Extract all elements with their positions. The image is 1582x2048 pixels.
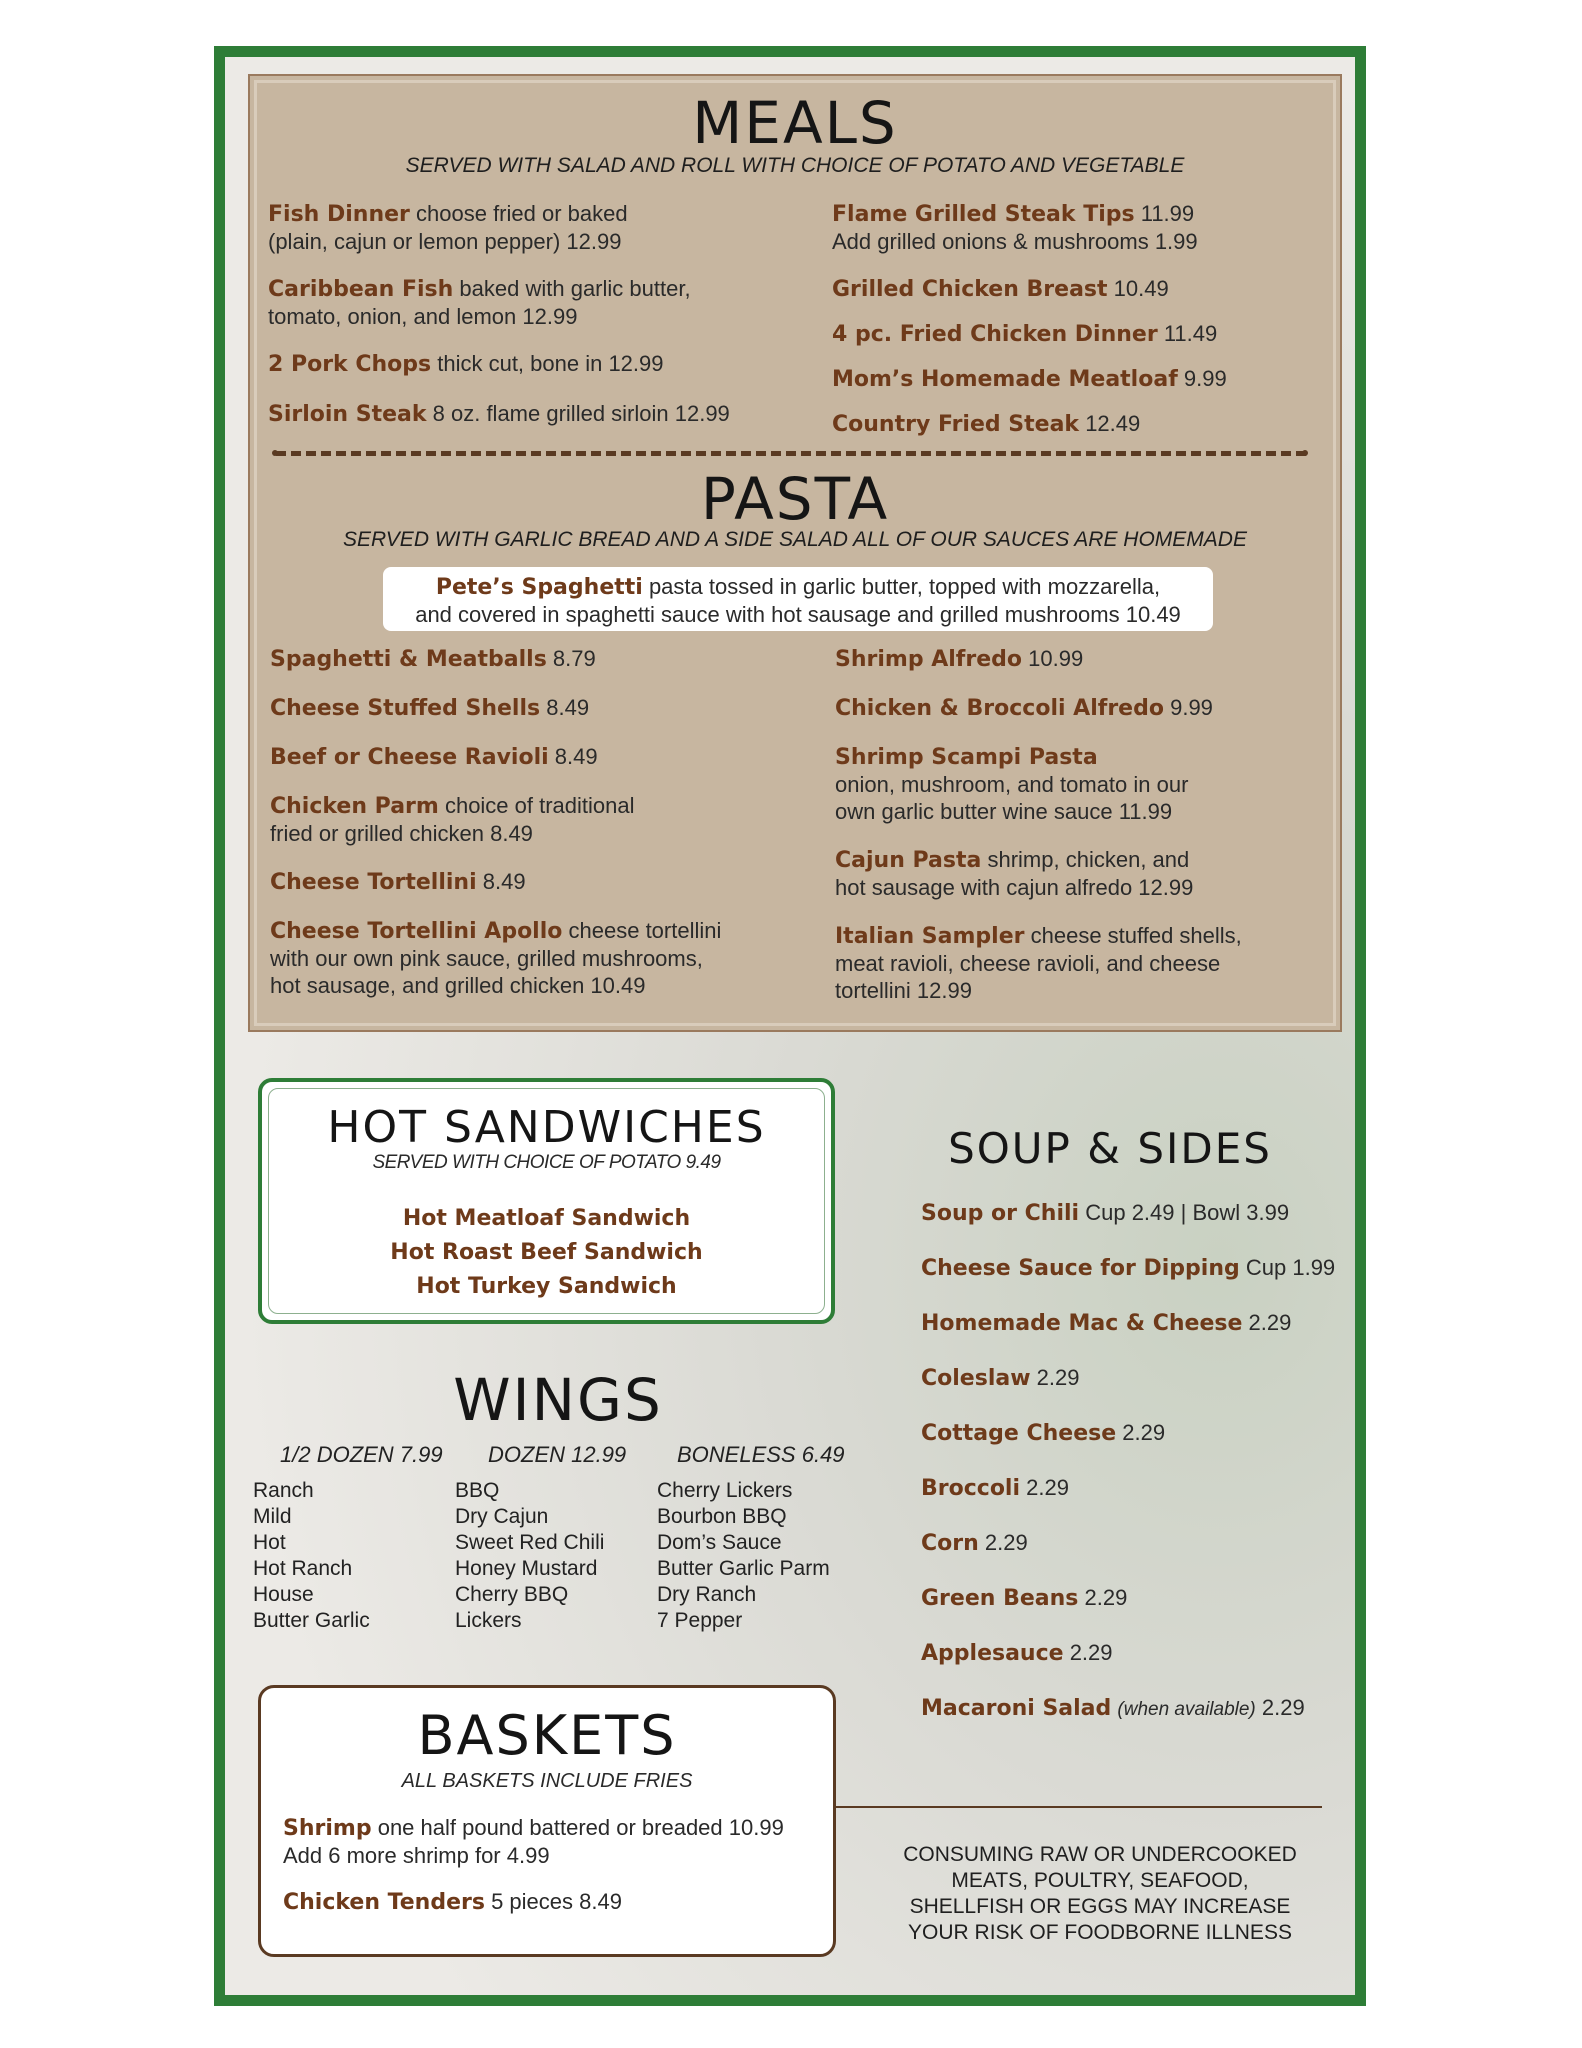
- meals-title: MEALS: [692, 89, 898, 157]
- menu-item: Cheese Tortellini Apollo cheese tortellini with our own pink sauce, grilled mushrooms, hot sausage, and grilled chicken 10.49: [270, 918, 722, 998]
- list-item: Green Beans 2.29: [921, 1585, 1128, 1611]
- list-item: Soup or Chili Cup 2.49 | Bowl 3.99: [921, 1200, 1290, 1226]
- menu-item: Beef or Cheese Ravioli 8.49: [270, 744, 598, 770]
- menu-item: Chicken Tenders 5 pieces 8.49: [283, 1889, 622, 1915]
- list-item: Corn 2.29: [921, 1530, 1028, 1556]
- list-item: Mild: [253, 1505, 292, 1528]
- menu-item: Flame Grilled Steak Tips 11.99 Add grilled onions & mushrooms 1.99: [832, 201, 1198, 254]
- soup-sides-list: [921, 1200, 1335, 1750]
- meals-subtitle: SERVED WITH SALAD AND ROLL WITH CHOICE OF POTATO AND VEGETABLE: [405, 154, 1185, 177]
- meals-left-column: [268, 200, 828, 428]
- list-item: Applesauce 2.29: [921, 1640, 1113, 1666]
- menu-item: Caribbean Fish baked with garlic butter, tomato, onion, and lemon 12.99: [268, 276, 691, 329]
- list-item: Dry Cajun: [455, 1505, 549, 1528]
- list-item: Dry Ranch: [657, 1583, 757, 1606]
- menu-item: Spaghetti & Meatballs 8.79: [270, 646, 596, 672]
- hot-sandwiches-box: [258, 1078, 835, 1324]
- menu-item: Italian Sampler cheese stuffed shells, meat ravioli, cheese ravioli, and cheese tortellini 12.99: [835, 923, 1242, 1003]
- list-item: Homemade Mac & Cheese 2.29: [921, 1310, 1292, 1336]
- list-item: Cottage Cheese 2.29: [921, 1420, 1166, 1446]
- meals-right-column: [832, 200, 1322, 438]
- wings-flavors-column-1: [253, 1478, 370, 1634]
- hot-sandwiches-list: [262, 1202, 831, 1304]
- featured-item: Pete’s Spaghetti pasta tossed in garlic butter, topped with mozzarella, and covered in spaghetti sauce with hot sausage and grilled mushrooms 10.49: [383, 567, 1213, 631]
- list-item: Macaroni Salad (when available) 2.29: [921, 1695, 1305, 1721]
- food-safety-warning: CONSUMING RAW OR UNDERCOOKED MEATS, POULTRY, SEAFOOD, SHELLFISH OR EGGS MAY INCREASE YOUR RISK OF FOODBORNE ILLNESS: [903, 1843, 1297, 1944]
- menu-item: Cheese Stuffed Shells 8.49: [270, 695, 590, 721]
- wings-price-dozen: DOZEN 12.99: [488, 1442, 627, 1467]
- pasta-title: PASTA: [700, 465, 890, 533]
- menu-item: Cheese Tortellini 8.49: [270, 869, 526, 895]
- wings-flavors-column-3: [657, 1478, 830, 1634]
- list-item: Ranch: [253, 1479, 314, 1502]
- list-item: Broccoli 2.29: [921, 1475, 1069, 1501]
- list-item: Sweet Red Chili: [455, 1531, 605, 1554]
- divider-dot: [1302, 450, 1308, 456]
- wings-price-half-dozen: 1/2 DOZEN 7.99: [280, 1442, 443, 1467]
- list-item: Butter Garlic: [253, 1609, 370, 1632]
- list-item: Honey Mustard: [455, 1557, 598, 1580]
- section-divider: [276, 451, 1306, 456]
- menu-item: Grilled Chicken Breast 10.49: [832, 276, 1169, 302]
- baskets-title: BASKETS: [417, 1704, 677, 1767]
- pasta-left-column: [270, 645, 830, 999]
- menu-item: Sirloin Steak 8 oz. flame grilled sirloin 12.99: [268, 401, 730, 427]
- menu-item: 2 Pork Chops thick cut, bone in 12.99: [268, 351, 664, 377]
- menu-item: Shrimp Scampi Pasta onion, mushroom, and tomato in our own garlic butter wine sauce 11.99: [835, 745, 1189, 824]
- list-item: Cherry Lickers: [657, 1479, 793, 1502]
- list-item: House: [253, 1583, 314, 1606]
- menu-item: Shrimp Alfredo 10.99: [835, 646, 1084, 672]
- menu-item: 4 pc. Fried Chicken Dinner 11.49: [832, 321, 1218, 347]
- list-item: Hot Ranch: [253, 1557, 353, 1580]
- pasta-right-column: [835, 645, 1325, 1004]
- wings-title: WINGS: [453, 1366, 663, 1434]
- menu-item: Mom’s Homemade Meatloaf 9.99: [832, 366, 1227, 392]
- wings-price-boneless: BONELESS 6.49: [677, 1442, 845, 1467]
- hot-sandwiches-title: HOT SANDWICHES: [327, 1102, 766, 1153]
- menu-item: Fish Dinner choose fried or baked (plain, cajun or lemon pepper) 12.99: [268, 201, 628, 254]
- menu-item: Shrimp one half pound battered or breaded 10.99 Add 6 more shrimp for 4.99: [283, 1815, 784, 1868]
- soup-sides-title: SOUP & SIDES: [948, 1124, 1272, 1173]
- pasta-subtitle: SERVED WITH GARLIC BREAD AND A SIDE SALAD ALL OF OUR SAUCES ARE HOMEMADE: [343, 528, 1247, 551]
- list-item: Cheese Sauce for Dipping Cup 1.99: [921, 1255, 1336, 1281]
- list-item: Hot: [253, 1531, 286, 1554]
- hot-sandwiches-subtitle: SERVED WITH CHOICE OF POTATO 9.49: [372, 1152, 721, 1173]
- list-item: Hot Roast Beef Sandwich: [390, 1240, 703, 1265]
- list-item: BBQ: [455, 1479, 500, 1502]
- list-item: Bourbon BBQ: [657, 1505, 787, 1528]
- menu-item: Country Fried Steak 12.49: [832, 411, 1141, 437]
- list-item: 7 Pepper: [657, 1609, 743, 1632]
- list-item: Lickers: [455, 1609, 522, 1632]
- baskets-box: [258, 1685, 836, 1957]
- list-item: Hot Meatloaf Sandwich: [402, 1206, 691, 1231]
- list-item: Hot Turkey Sandwich: [416, 1274, 677, 1299]
- baskets-subtitle: ALL BASKETS INCLUDE FRIES: [401, 1770, 693, 1792]
- list-item: Coleslaw 2.29: [921, 1365, 1080, 1391]
- list-item: Butter Garlic Parm: [657, 1557, 830, 1580]
- wings-flavors-column-2: [455, 1478, 604, 1634]
- menu-item: Chicken Parm choice of traditional fried or grilled chicken 8.49: [270, 793, 635, 846]
- list-item: Cherry BBQ: [455, 1583, 569, 1606]
- warning-divider: [836, 1806, 1322, 1808]
- list-item: Dom’s Sauce: [657, 1531, 782, 1554]
- menu-item: Cajun Pasta shrimp, chicken, and hot sausage with cajun alfredo 12.99: [835, 847, 1194, 900]
- menu-item: Chicken & Broccoli Alfredo 9.99: [835, 695, 1213, 721]
